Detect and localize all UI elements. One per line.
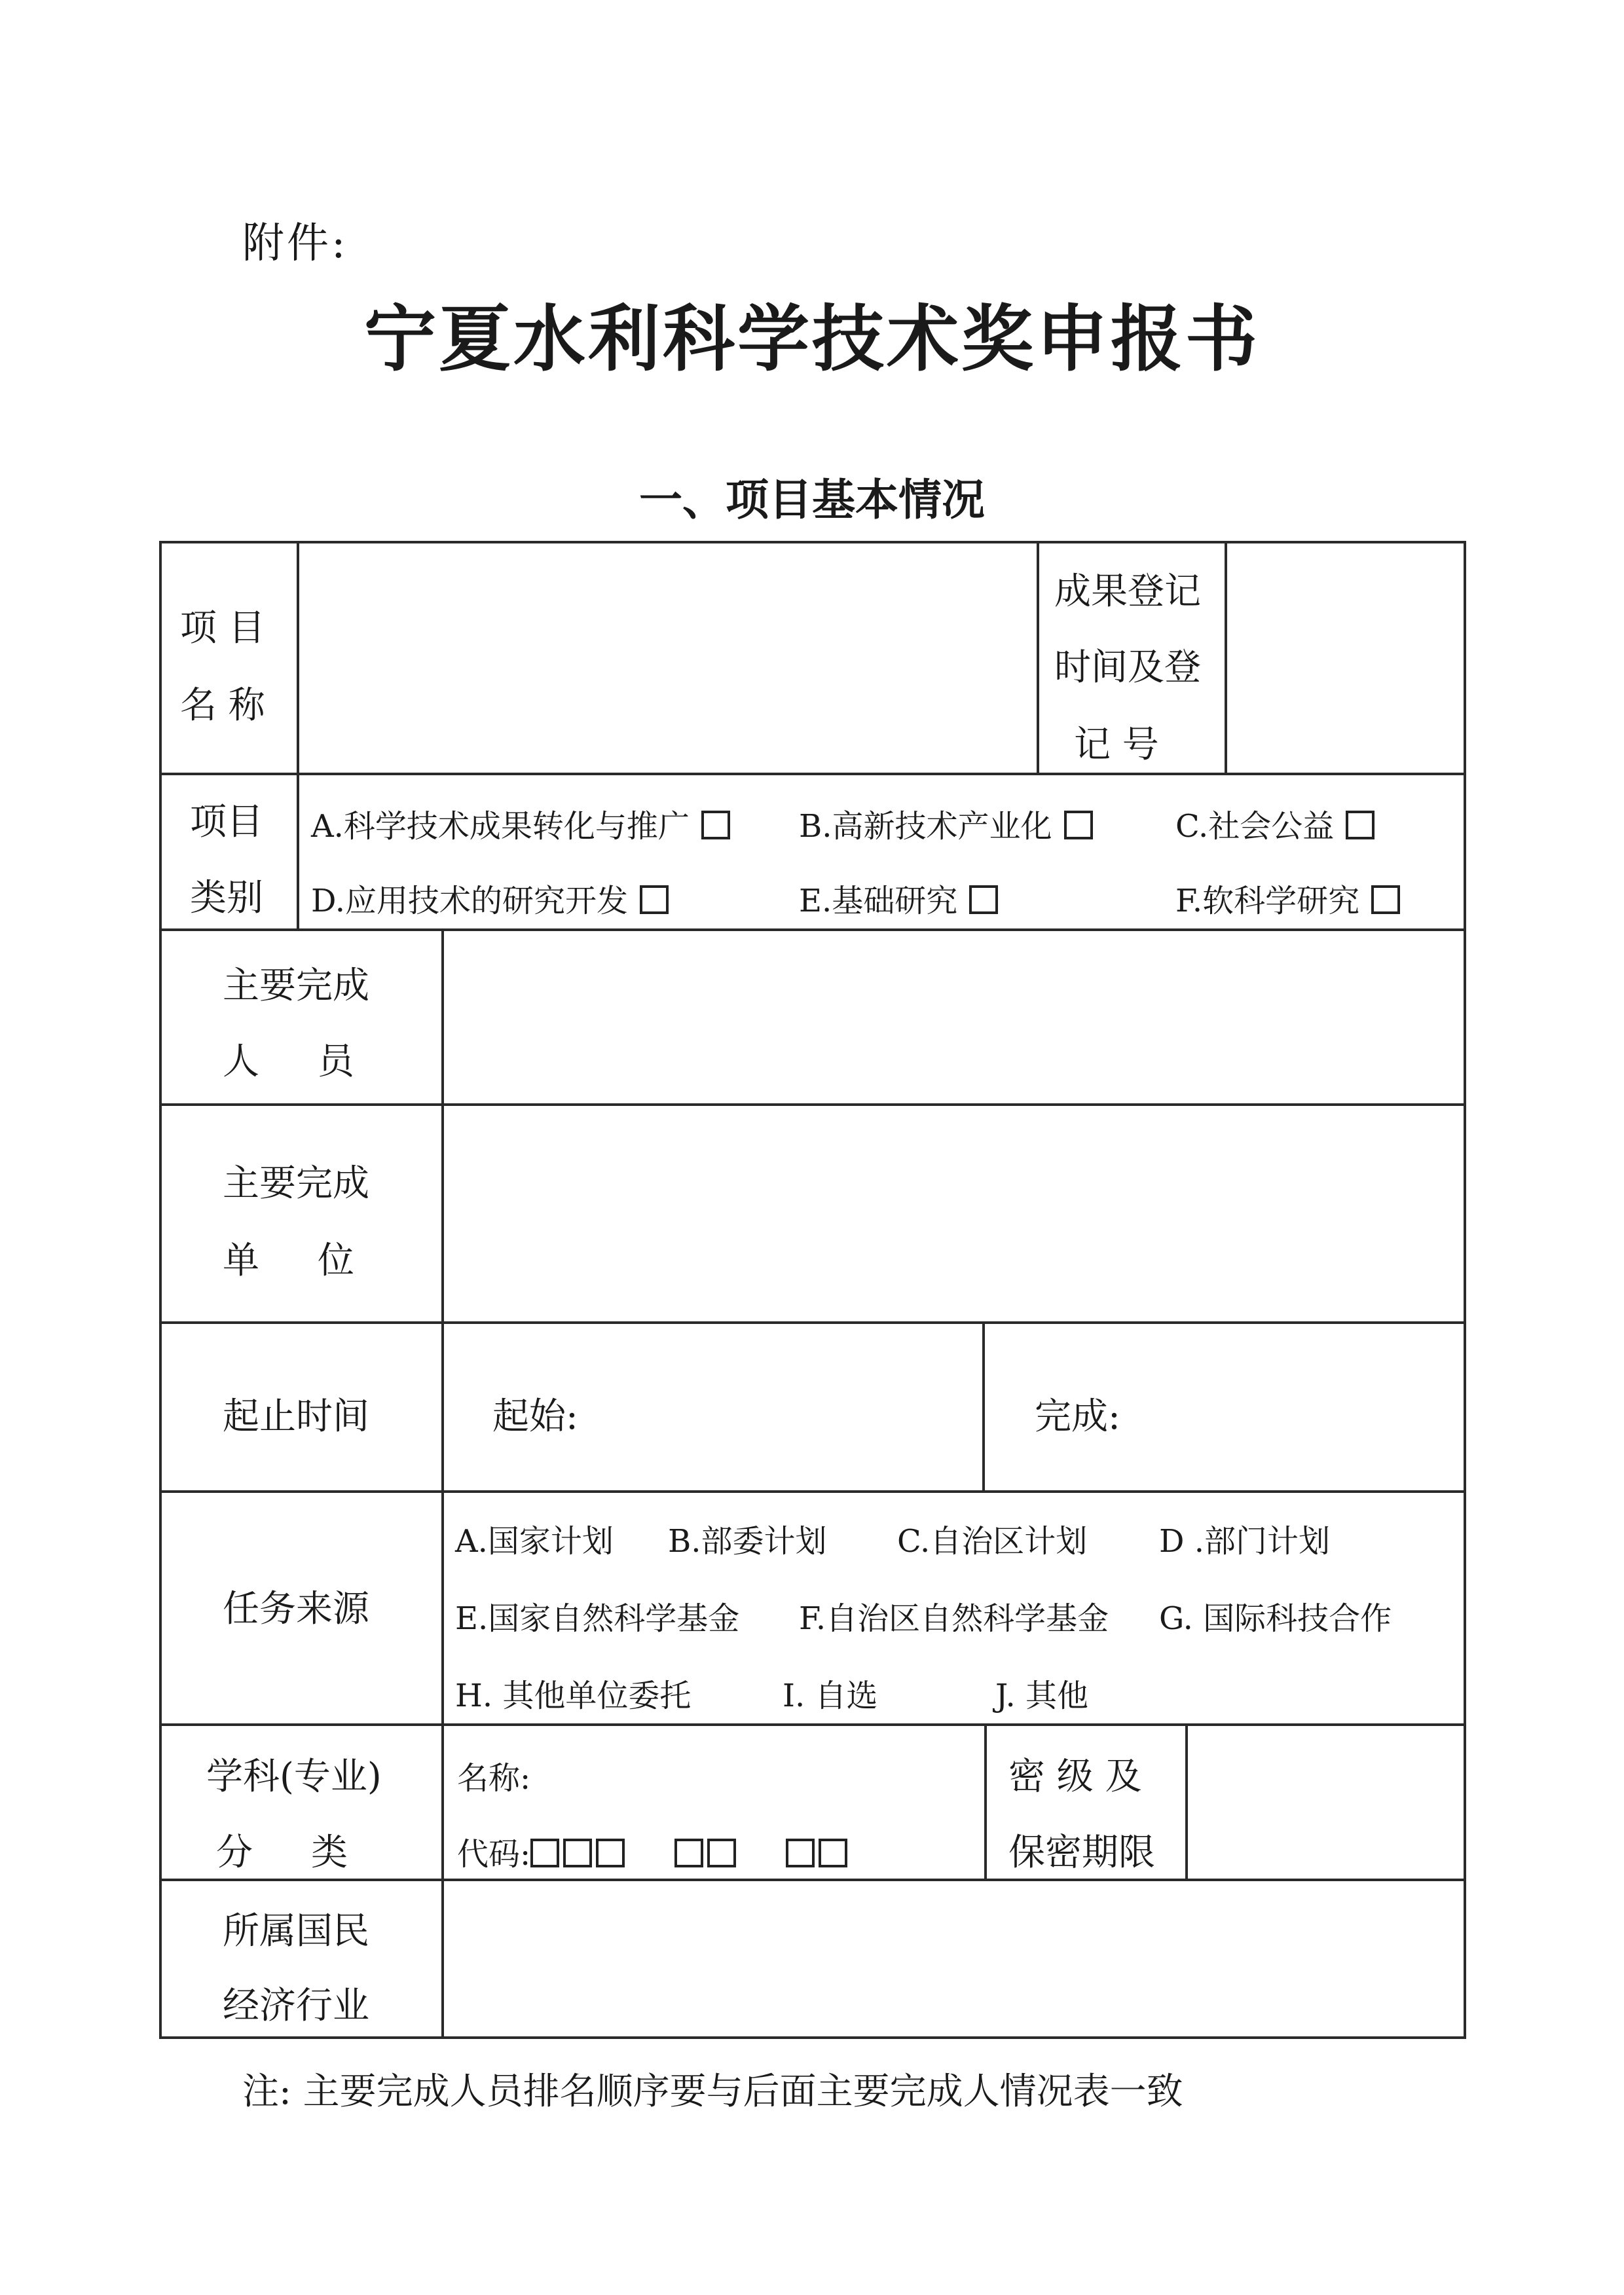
discipline-code-label: 代码:: [457, 1836, 531, 1873]
period-end-field[interactable]: [1126, 1329, 1460, 1486]
secrecy-field[interactable]: [1190, 1727, 1461, 1876]
source-option[interactable]: D .部门计划: [1159, 1523, 1331, 1560]
discipline-label-line1: 学科(专业): [206, 1755, 382, 1798]
category-b-checkbox[interactable]: [1064, 811, 1093, 839]
secrecy-label-line2: 保密期限: [1008, 1831, 1155, 1874]
period-start-field[interactable]: [589, 1329, 976, 1486]
discipline-code-row: [457, 1836, 851, 1873]
registration-label-line3: 记 号: [1074, 724, 1159, 766]
category-option-f[interactable]: [1175, 885, 1400, 917]
category-option-c-label: C.社会公益: [1175, 808, 1335, 845]
category-option-b-label: B.高新技术产业化: [799, 808, 1052, 845]
category-option-b[interactable]: [799, 808, 1093, 845]
personnel-label-line2: 人 员: [223, 1040, 355, 1083]
secrecy-label-line1: 密 级 及: [1008, 1755, 1142, 1798]
category-option-f-label: F.软科学研究: [1175, 883, 1360, 919]
category-label-line2: 类别: [190, 877, 263, 919]
registration-label-line1: 成果登记: [1054, 570, 1201, 613]
category-option-a-label: A.科学技术成果转化与推广: [311, 808, 690, 845]
document-title: 宁夏水利科学技术奖申报书: [364, 297, 1260, 381]
period-end-label: 完成:: [1035, 1395, 1120, 1438]
source-option[interactable]: J. 其他: [995, 1678, 1089, 1714]
source-option[interactable]: F.自治区自然科学基金: [799, 1600, 1109, 1637]
period-start-label: 起始:: [492, 1395, 578, 1438]
registration-label-line2: 时间及登: [1054, 646, 1201, 689]
category-c-checkbox[interactable]: [1346, 811, 1375, 839]
industry-field[interactable]: [446, 1882, 1461, 2034]
discipline-label-line2: 分 类: [216, 1831, 348, 1874]
source-label: 任务来源: [223, 1588, 369, 1630]
code-digit-box[interactable]: [819, 1839, 847, 1867]
unit-field[interactable]: [446, 1107, 1461, 1319]
unit-label-line2: 单 位: [223, 1239, 355, 1282]
source-option[interactable]: A.国家计划: [455, 1523, 614, 1560]
project-name-label-line2: 名 称: [180, 684, 265, 727]
code-digit-box[interactable]: [530, 1839, 559, 1867]
category-option-d[interactable]: [311, 885, 669, 917]
period-label: 起止时间: [223, 1395, 369, 1438]
source-option[interactable]: C.自治区计划: [897, 1523, 1088, 1560]
category-option-c[interactable]: [1175, 808, 1375, 845]
category-f-checkbox[interactable]: [1371, 885, 1400, 914]
category-option-e[interactable]: [799, 885, 998, 917]
personnel-label-line1: 主要完成: [223, 964, 369, 1007]
attachment-label: 附件:: [242, 219, 348, 268]
project-name-field[interactable]: [301, 545, 1033, 770]
code-digit-box[interactable]: [674, 1839, 703, 1867]
category-d-checkbox[interactable]: [640, 885, 669, 914]
category-option-d-label: D.应用技术的研究开发: [311, 883, 629, 919]
industry-label-line2: 经济行业: [223, 1985, 369, 2027]
code-digit-box[interactable]: [707, 1839, 736, 1867]
discipline-name-field[interactable]: [550, 1735, 976, 1794]
category-e-checkbox[interactable]: [969, 885, 998, 914]
code-digit-box[interactable]: [596, 1839, 625, 1867]
project-name-label-line1: 项 目: [180, 607, 265, 650]
code-digit-box[interactable]: [786, 1839, 815, 1867]
source-option[interactable]: G. 国际科技合作: [1159, 1600, 1392, 1637]
source-option[interactable]: E.国家自然科学基金: [455, 1600, 740, 1637]
source-option[interactable]: B.部委计划: [668, 1523, 827, 1560]
category-label-line1: 项目: [190, 801, 263, 843]
industry-label-line1: 所属国民: [223, 1910, 369, 1953]
footer-note: 注: 主要完成人员排名顺序要与后面主要完成人情况表一致: [242, 2070, 1183, 2113]
source-option[interactable]: H. 其他单位委托: [455, 1678, 692, 1714]
unit-label-line1: 主要完成: [223, 1162, 369, 1205]
code-digit-box[interactable]: [563, 1839, 592, 1867]
personnel-field[interactable]: [446, 932, 1461, 1101]
category-a-checkbox[interactable]: [701, 811, 730, 839]
source-option[interactable]: I. 自选: [783, 1678, 878, 1714]
discipline-name-label: 名称:: [457, 1760, 531, 1797]
section-title: 一、项目基本情况: [639, 475, 985, 525]
category-option-e-label: E.基础研究: [799, 883, 958, 919]
registration-field[interactable]: [1229, 545, 1461, 770]
category-option-a[interactable]: [311, 808, 730, 845]
